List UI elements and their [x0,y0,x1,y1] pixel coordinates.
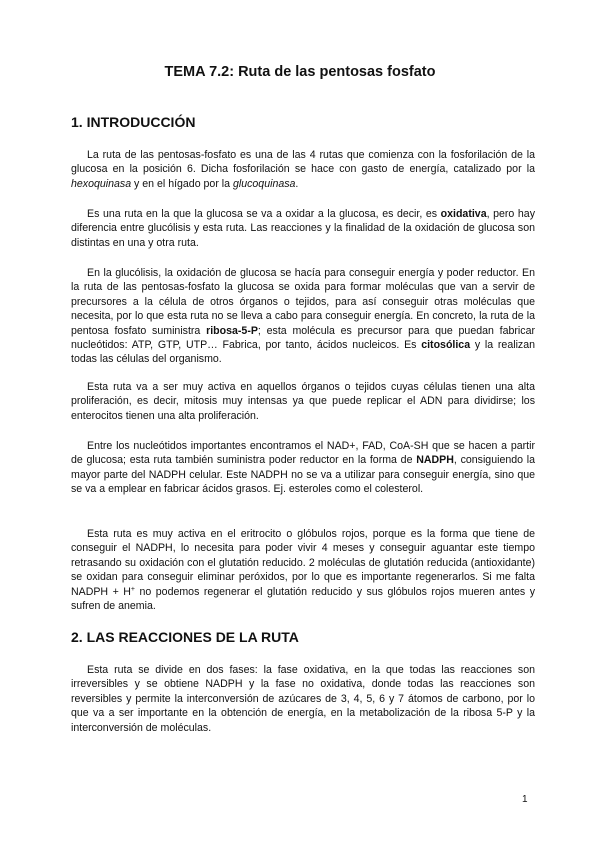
text-run: y la realizan todas las células del organismo. [71,339,535,366]
paragraph-intro-4: Esta ruta va a ser muy activa en aquellos órganos o tejidos cuyas células tienen una alta proliferación, es decir, mitosis muy intensas ya que puede replicar el ADN para dividirse; los enterocitos tienen una alta proliferación. [71,381,535,422]
paragraph-intro-1 [71,148,535,191]
text-run: Entre los nucleótidos importantes encontramos el NAD+, FAD, CoA-SH que se hacen a partir de glucosa; esta ruta también suministra poder reductor en la forma de [71,440,535,467]
paragraph-intro-5 [71,439,535,497]
section-heading-introduccion: 1. INTRODUCCIÓN [71,114,196,130]
superscript-plus: + [130,585,136,593]
section-heading-reacciones: 2. LAS REACCIONES DE LA RUTA [71,629,299,645]
text-run: La ruta de las pentosas-fosfato es una de las 4 rutas que comienza con la fosforilación de la glucosa en la posición 6. Dicha fosforilación se hace con gasto de energía, catalizado por la [71,149,535,176]
text-run: . [295,177,299,190]
text-run: En la glucólisis, la oxidación de glucosa se hacía para conseguir energía y poder reductor. En la ruta de las pentosas-fosfato la glucosa se oxida para formar moléculas que van a servir de precursores a la célula de otros órganos o tejidos, para así conseguir otras moléculas que necesita, por lo que esta ruta no se lleva a cabo para conseguir energía. En concreto, la ruta de la pentosa fosfato suministra [71,267,535,337]
paragraph-intro-2 [71,207,535,250]
term-ribosa-5-p: ribosa-5-P [206,324,258,337]
paragraph-intro-3 [71,266,535,367]
term-oxidativa: oxidativa [440,208,487,220]
text-run: , pero hay diferencia entre glucólisis y esta ruta. Las reacciones y la finalidad de la oxidación de glucosa son distintas en una y otra ruta. [71,208,535,249]
text-run: , consiguiendo la mayor parte del NADPH celular. Este NADPH no se va a utilizar para conseguir energía, sino que se va a emplear en fabricar ácidos grasos. Ej. esteroles como el colesterol. [71,454,535,496]
term-citosolica: citosólica [421,339,471,352]
document-title: TEMA 7.2: Ruta de las pentosas fosfato [164,64,436,80]
text-run: y en el hígado por la [131,177,233,190]
term-glucoquinasa: glucoquinasa [232,177,296,190]
paragraph-reacciones-1: Esta ruta se divide en dos fases: la fase oxidativa, en la que todas las reacciones son irreversibles y se obtiene NADPH y la fase no oxidativa, donde todas las reacciones son reversibles y permite la interconversión de azúcares de 3, 4, 5, 6 y 7 átomos de carbono, por lo que va a ser importante en la obtención de energía, en la metabolización de la ribosa 5-P y la interconversión de moléculas. [71,664,535,734]
term-nadph: NADPH [416,454,454,467]
page-number: 1 [522,794,528,805]
paragraph-intro-6 [71,527,535,613]
text-run: ; esta molécula es precursor para que puedan fabricar nucleótidos: ATP, GTP, UTP… Fabrica, por tanto, ácidos nucleicos. Es [71,324,535,352]
text-run: Esta ruta es muy activa en el eritrocito o glóbulos rojos, porque es la forma que tiene de conseguir el NADPH, lo necesita para poder vivir 4 meses y conseguir aguantar este tiempo retrasando su oxidación con el glutatión reducido. 2 moléculas de glutatión reducida (antioxidante) se oxidan para conseguir eliminar peróxidos, por lo que es importante regenerarlos. Si me falta NADPH + H [71,528,535,598]
term-hexoquinasa: hexoquinasa [71,177,132,190]
text-run: Es una ruta en la que la glucosa se va a oxidar a la glucosa, es decir, es [87,208,441,220]
text-run: no podemos regenerar el glutatión reducido y sus glóbulos rojos mueren antes y sufren de anemia. [71,585,535,613]
